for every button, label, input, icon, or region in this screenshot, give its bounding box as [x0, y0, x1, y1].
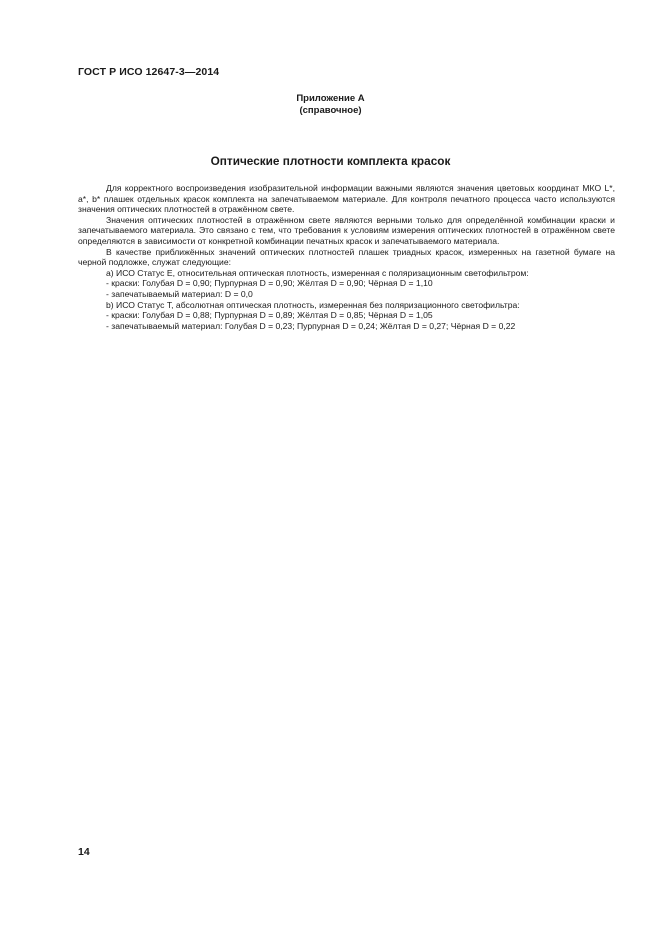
list-item-b-substrate: - запечатываемый материал: Голубая D = 0,23; Пурпурная D = 0,24; Жёлтая D = 0,27; Чёрная D = 0,22 [106, 320, 516, 331]
list-item-b-inks: - краски: Голубая D = 0,88; Пурпурная D = 0,89; Жёлтая D = 0,85; Чёрная D = 1,05 [106, 310, 433, 321]
section-title: Оптические плотности комплекта красок [210, 154, 451, 168]
paragraph-3: В качестве приближённых значений оптических плотностей плашек триадных красок, измеренных на газетной бумаге на черной подложке, служат следующие: [78, 246, 615, 268]
list-item-a-substrate: - запечатываемый материал: D = 0,0 [106, 288, 253, 299]
body-text [78, 183, 615, 331]
list-item-a-inks: - краски: Голубая D = 0,90; Пурпурная D = 0,90; Жёлтая D = 0,90; Чёрная D = 1,10 [106, 278, 433, 289]
annex-type: (справочное) [299, 105, 362, 116]
annex-label: Приложение А [296, 93, 365, 104]
list-item-a: a) ИСО Статус E, относительная оптическая плотность, измеренная с поляризационным светофильтром: [106, 267, 529, 278]
annex-heading [0, 93, 661, 117]
standard-code-header: ГОСТ Р ИСО 12647-3—2014 [78, 66, 220, 78]
list-item-b: b) ИСО Статус T, абсолютная оптическая плотность, измеренная без поляризационного светофильтра: [106, 299, 520, 310]
paragraph-1: Для корректного воспроизведения изобразительной информации важными являются значения цветовых координат МКО L*, a*, b* плашек отдельных красок комплекта на запечатываемом материале. Для контроля печатного процесса часто используются значения оптических плотностей в отражённом свете. [78, 183, 615, 215]
paragraph-2: Значения оптических плотностей в отражённом свете являются верными только для определённой комбинации краски и запечатываемого материала. Это связано с тем, что требования к условиям измерения оптических плотностей в отражённом свете определяются в зависимости от конкретной комбинации печатных красок и запечатываемого материала. [78, 214, 615, 246]
page-number: 14 [78, 846, 90, 858]
